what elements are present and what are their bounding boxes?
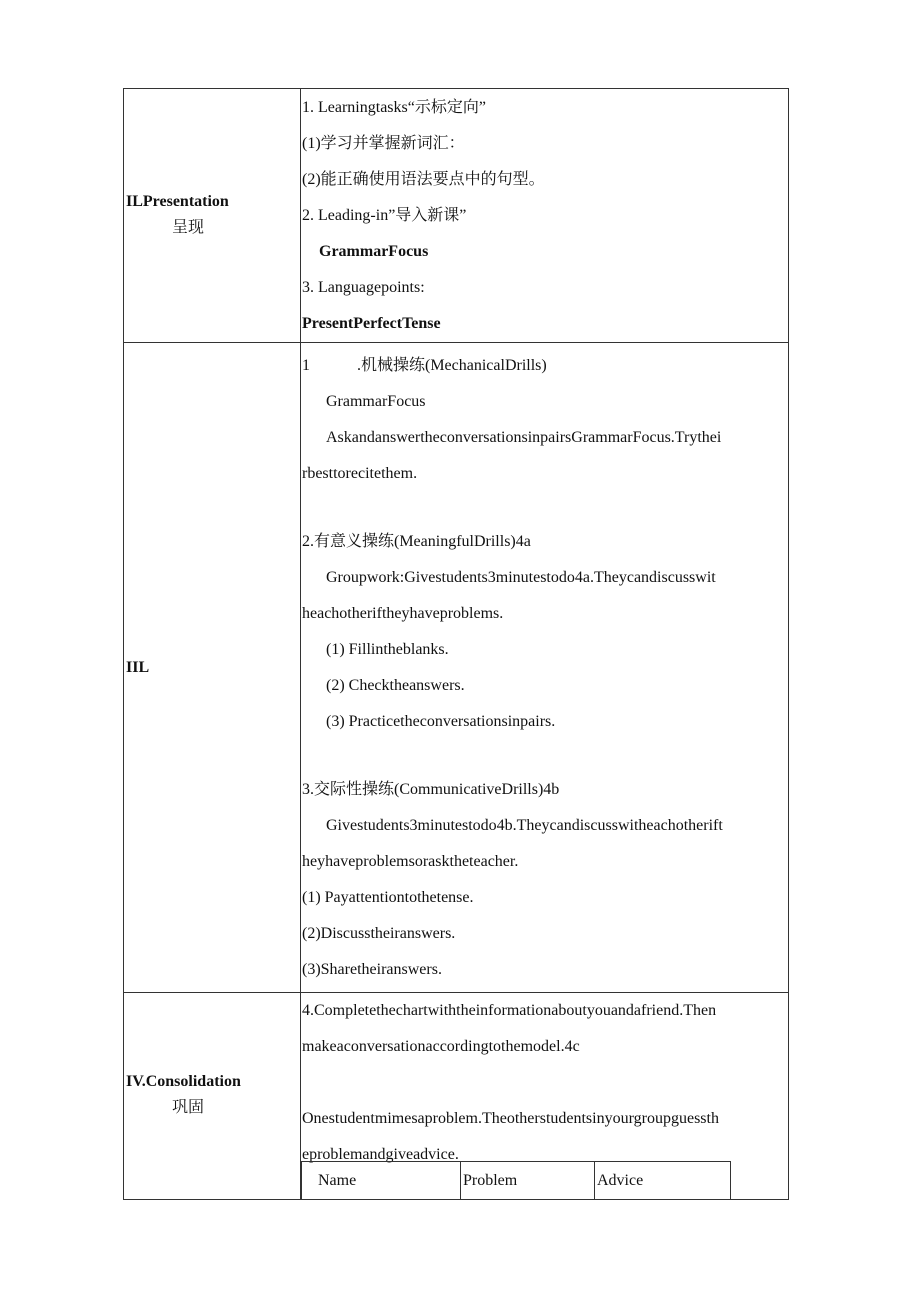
- stage-title: ILPresentation: [126, 192, 229, 210]
- chart-header-advice: Advice: [595, 1162, 731, 1200]
- text-line: (3) Practicetheconversationsinpairs.: [326, 712, 556, 730]
- stage-subtitle: 巩固: [172, 1099, 205, 1116]
- text-line: makeaconversationaccordingtothemodel.4c: [302, 1038, 580, 1055]
- text-line: AskandanswertheconversationsinpairsGrammarFocus.Trythei: [326, 428, 722, 446]
- stage-cell: [124, 89, 301, 343]
- text-line: GrammarFocus: [326, 392, 426, 410]
- text-line: rbesttorecitethem.: [302, 464, 418, 482]
- text-line: 2. Leading-in”导入新课”: [302, 206, 467, 224]
- text-line: 3.交际性操练(CommunicativeDrills)4b: [302, 780, 560, 798]
- stage-subtitle: 呈现: [172, 218, 205, 236]
- chart-header-problem: Problem: [461, 1162, 595, 1200]
- lesson-plan-table: [123, 88, 789, 1200]
- drills-row: [124, 343, 789, 993]
- text-line: (1) Payattentiontothetense.: [302, 888, 474, 906]
- chart-header-row: [302, 1162, 731, 1200]
- text-line: Groupwork:Givestudents3minutestodo4a.Theycandiscusswit: [326, 568, 716, 586]
- text-line: PresentPerfectTense: [302, 314, 441, 332]
- content-cell: [301, 343, 789, 993]
- stage-title: IV.Consolidation: [126, 1073, 241, 1090]
- text-line: 3. Languagepoints:: [302, 278, 425, 296]
- text-line: 2.有意义操练(MeaningfulDrills)4a: [302, 532, 531, 550]
- text-line: (1) Fillintheblanks.: [326, 640, 449, 658]
- text-line: heyhaveproblemsorasktheteacher.: [302, 852, 519, 870]
- consolidation-row: [124, 993, 789, 1200]
- text-line: (1)学习并掌握新词汇：: [302, 134, 465, 152]
- text-line: eproblemandgiveadvice.: [302, 1146, 459, 1163]
- stage-cell: [124, 343, 301, 993]
- text-line: GrammarFocus: [319, 242, 429, 260]
- list-number: 1: [302, 356, 310, 374]
- text-line: (2)Discusstheiranswers.: [302, 924, 456, 942]
- stage-title: IIL: [126, 658, 150, 676]
- content-cell: [301, 993, 789, 1200]
- text-line: 1. Learningtasks“示标定向”: [302, 98, 486, 116]
- text-line: (2) Checktheanswers.: [326, 676, 465, 694]
- stage-cell: [124, 993, 301, 1200]
- text-line: Givestudents3minutestodo4b.Theycandiscusswitheachotherift: [326, 816, 723, 834]
- text-line: Onestudentmimesaproblem.Theotherstudentsinyourgroupguessth: [302, 1110, 719, 1127]
- advice-chart: [301, 1161, 731, 1200]
- text-line: (2)能正确使用语法要点中的句型。: [302, 170, 545, 188]
- chart-header-name: Name: [302, 1162, 461, 1200]
- drill-heading: .机械操练(MechanicalDrills): [357, 356, 547, 374]
- text-line: 4.Completethechartwiththeinformationaboutyouandafriend.Then: [302, 1002, 717, 1019]
- content-cell: [301, 89, 789, 343]
- presentation-row: [124, 89, 789, 343]
- text-line: [301, 348, 788, 384]
- text-line: heachotheriftheyhaveproblems.: [302, 604, 504, 622]
- text-line: (3)Sharetheiranswers.: [302, 960, 442, 978]
